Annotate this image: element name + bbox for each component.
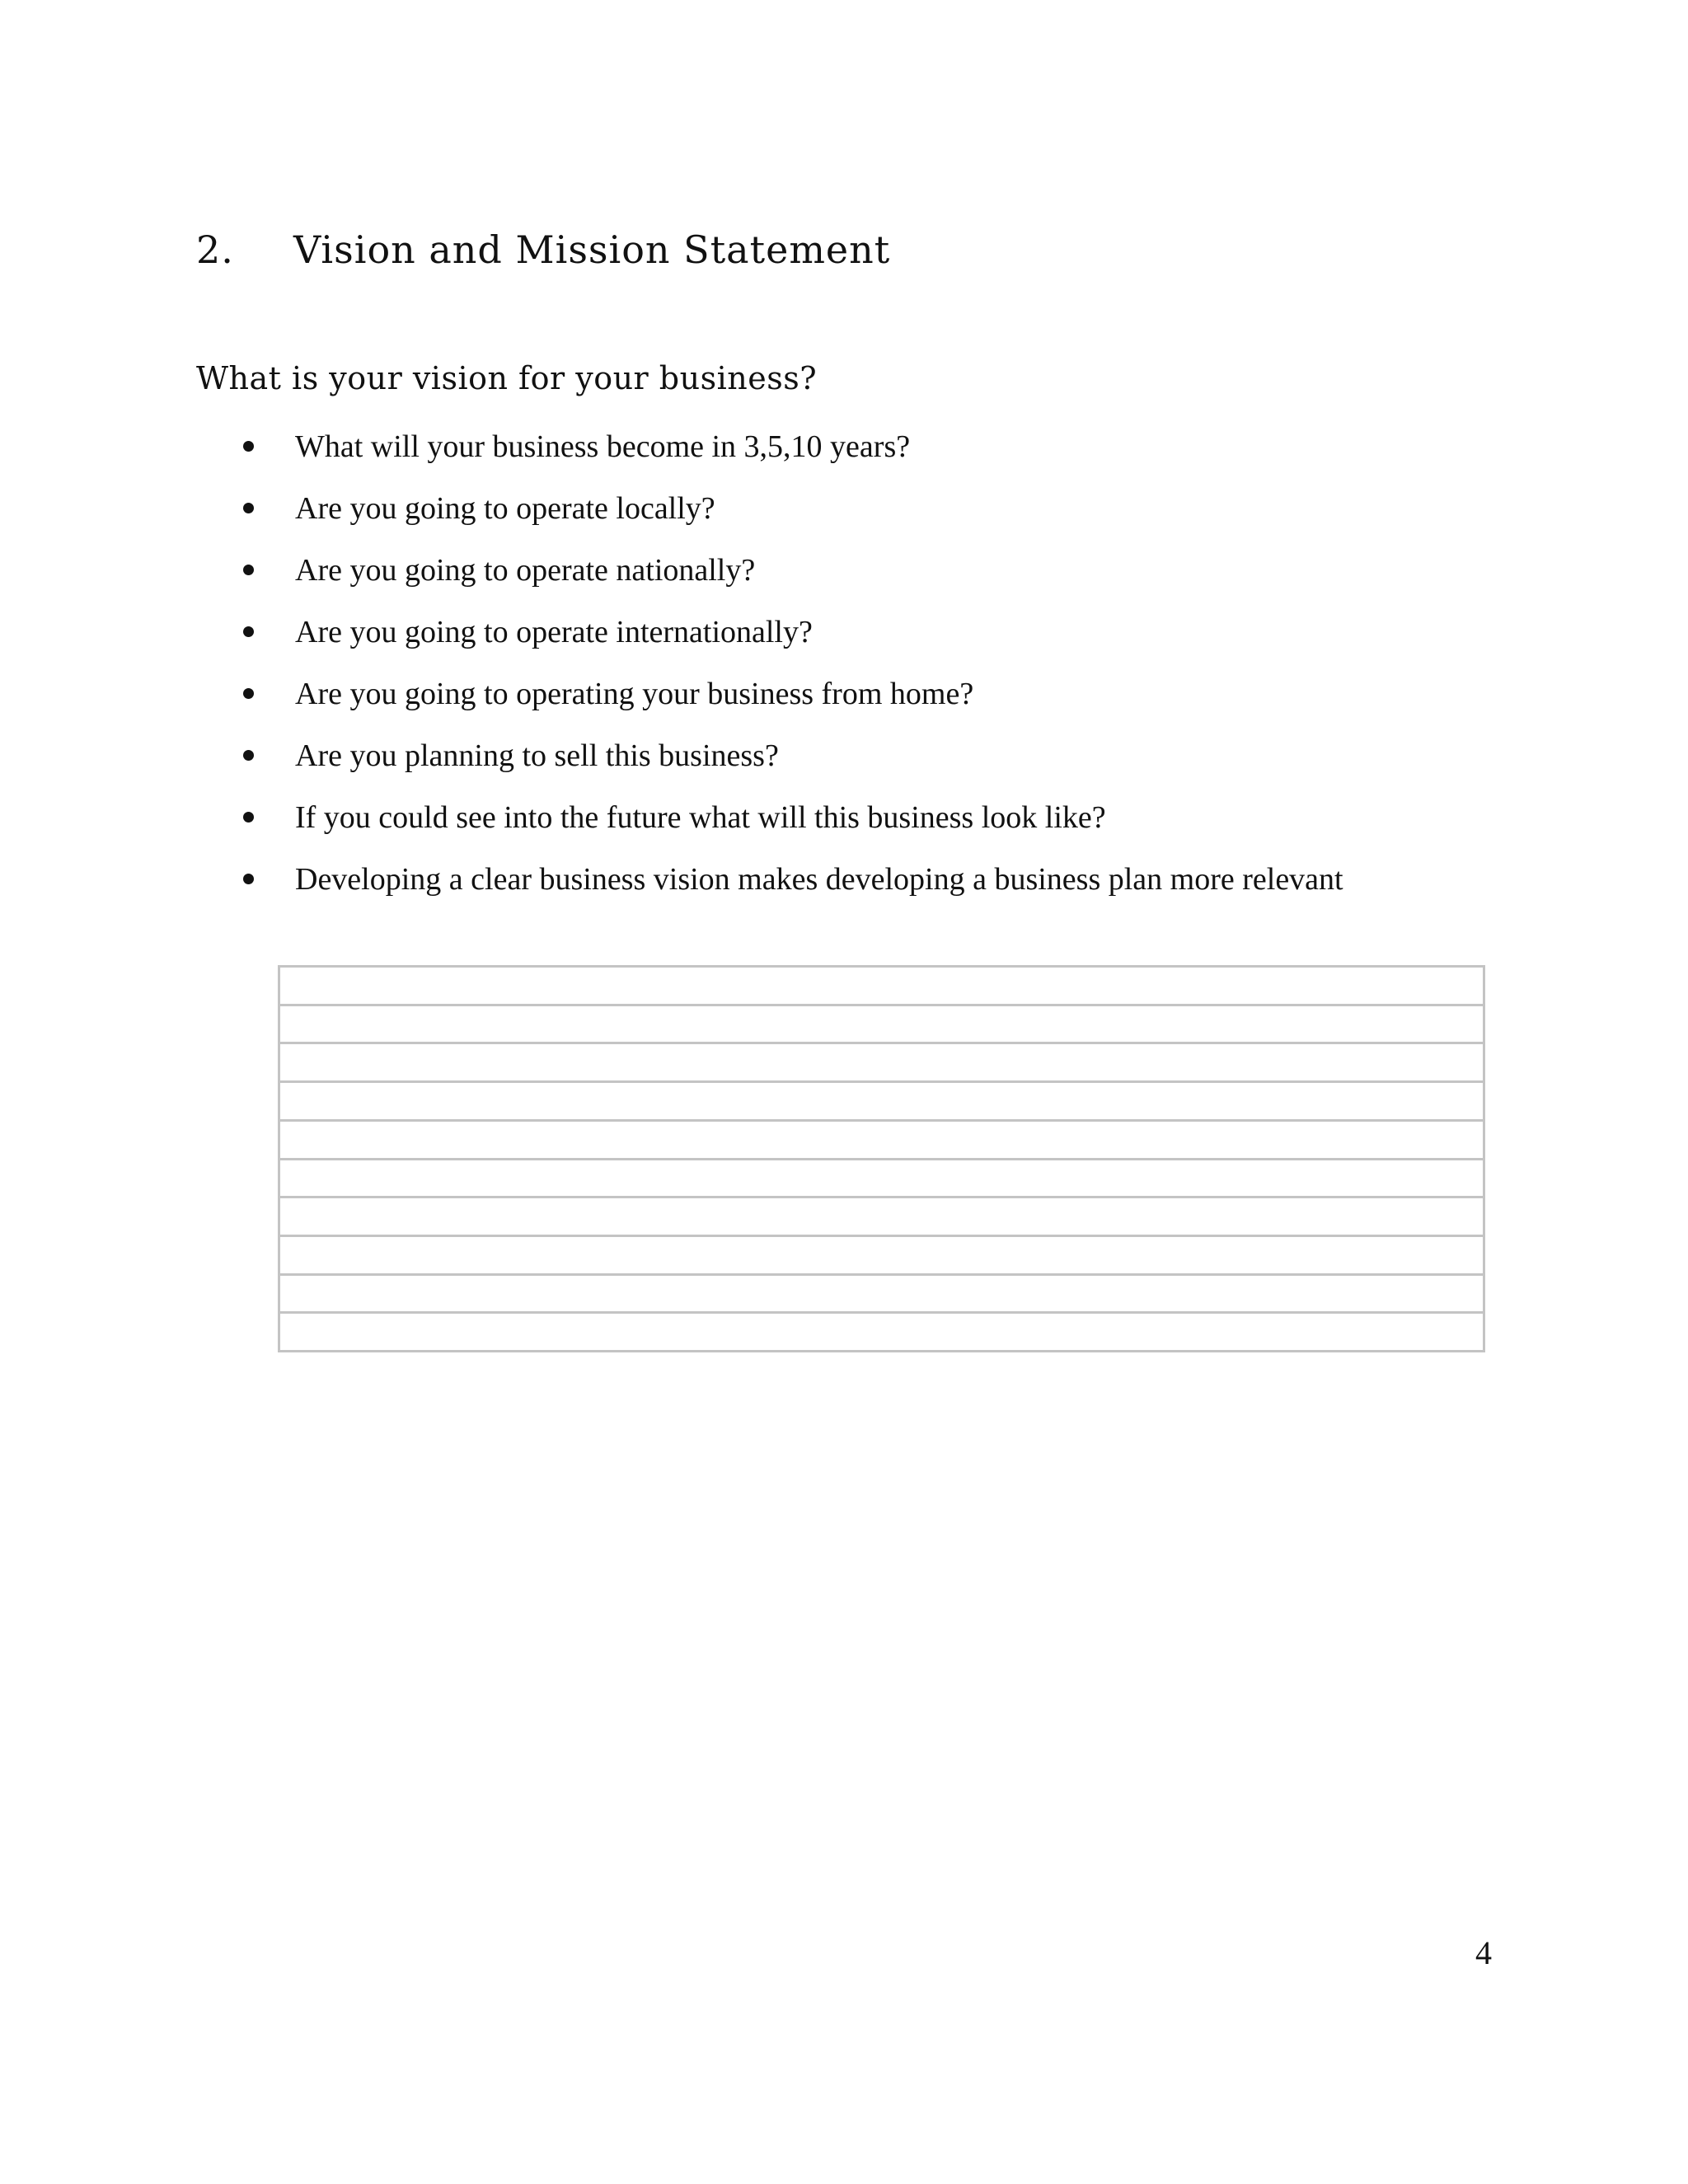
list-item	[243, 601, 1343, 663]
bullet-icon	[243, 812, 254, 823]
list-item-text: What will your business become in 3,5,10 years?	[295, 429, 911, 464]
list-item-text: Are you going to operate internationally?	[295, 614, 813, 649]
section-title: Vision and Mission Statement	[293, 227, 891, 272]
bullet-icon	[243, 874, 254, 884]
writing-line[interactable]	[280, 1237, 1483, 1276]
list-item	[243, 724, 1343, 786]
writing-line[interactable]	[280, 968, 1483, 1006]
section-heading	[196, 221, 890, 279]
writing-line[interactable]	[280, 1276, 1483, 1315]
list-item	[243, 786, 1343, 848]
writing-line[interactable]	[280, 1006, 1483, 1045]
prompt-list	[243, 415, 1343, 910]
bullet-icon	[243, 750, 254, 761]
writing-line[interactable]	[280, 1160, 1483, 1199]
list-item	[243, 539, 1343, 601]
writing-line[interactable]	[280, 1044, 1483, 1083]
bullet-icon	[243, 565, 254, 575]
writing-line[interactable]	[280, 1314, 1483, 1350]
list-item-text: Are you planning to sell this business?	[295, 738, 779, 773]
list-item	[243, 415, 1343, 477]
bullet-icon	[243, 688, 254, 699]
answer-writing-box[interactable]	[278, 965, 1485, 1352]
list-item-text: Are you going to operating your business from home?	[295, 676, 974, 711]
list-item	[243, 663, 1343, 724]
list-item-text: If you could see into the future what will this business look like?	[295, 799, 1106, 835]
writing-line[interactable]	[280, 1122, 1483, 1160]
section-number: 2.	[196, 227, 234, 272]
list-item	[243, 848, 1343, 910]
writing-line[interactable]	[280, 1198, 1483, 1237]
page-number: 4	[1475, 1934, 1492, 1971]
vision-question: What is your vision for your business?	[196, 360, 818, 396]
writing-line[interactable]	[280, 1083, 1483, 1122]
list-item-text: Developing a clear business vision makes developing a business plan more relevant	[295, 861, 1343, 897]
list-item-text: Are you going to operate nationally?	[295, 552, 756, 588]
list-item	[243, 477, 1343, 539]
bullet-icon	[243, 441, 254, 452]
list-item-text: Are you going to operate locally?	[295, 490, 715, 526]
bullet-icon	[243, 503, 254, 513]
bullet-icon	[243, 626, 254, 637]
